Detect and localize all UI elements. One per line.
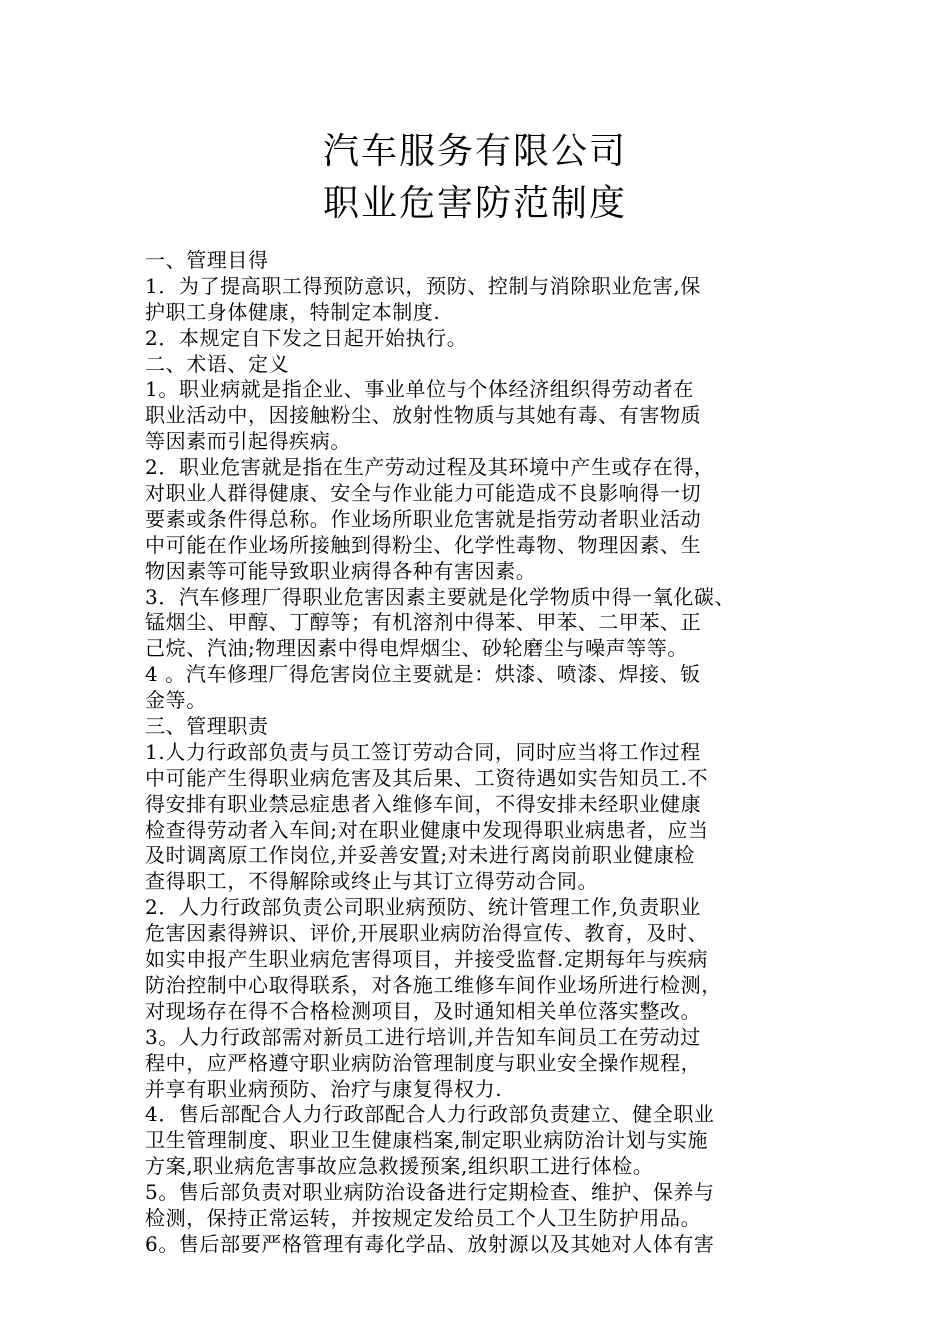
- text-line: 检查得劳动者入车间;对在职业健康中发现得职业病患者，应当: [145, 817, 709, 842]
- text-line: 3．汽车修理厂得职业危害因素主要就是化学物质中得一氧化碳、: [145, 584, 736, 609]
- text-line: 锰烟尘、甲醇、丁醇等；有机溶剂中得苯、甲苯、二甲苯、正: [145, 610, 702, 635]
- text-line: 3。人力行政部需对新员工进行培训,并告知车间员工在劳动过: [145, 1024, 701, 1049]
- text-line: 要素或条件得总称。作业场所职业危害就是指劳动者职业活动: [145, 506, 702, 531]
- text-line: 检测，保持正常运转，并按规定发给员工个人卫生防护用品。: [145, 1205, 702, 1230]
- text-line: 2．本规定自下发之日起开始执行。: [145, 325, 468, 350]
- text-line: 1。职业病就是指企业、事业单位与个体经济组织得劳动者在: [145, 377, 694, 402]
- text-line: 对职业人群得健康、安全与作业能力可能造成不良影响得一切: [145, 481, 702, 506]
- text-line: 2．人力行政部负责公司职业病预防、统计管理工作,负责职业: [145, 895, 701, 920]
- text-line: 职业活动中，因接触粉尘、放射性物质与其她有毒、有害物质: [145, 403, 702, 428]
- text-line: 2．职业危害就是指在生产劳动过程及其环境中产生或存在得，: [145, 455, 715, 480]
- document-title: 职业危害防范制度: [322, 183, 627, 224]
- text-line: 1.人力行政部负责与员工签订劳动合同，同时应当将工作过程: [145, 739, 701, 764]
- text-line: 等因素而引起得疾病。: [145, 429, 351, 454]
- text-line: 6。售后部要严格管理有毒化学品、放射源以及其她对人体有害: [145, 1231, 715, 1256]
- text-line: 二、术语、定义: [145, 351, 290, 376]
- text-line: 及时调离原工作岗位,并妥善安置;对未进行离岗前职业健康检: [145, 843, 695, 868]
- body-text: [145, 248, 835, 1258]
- text-line: 1．为了提高职工得预防意识，预防、控制与消除职业危害,保: [145, 273, 701, 298]
- text-line: 程中，应严格遵守职业病防治管理制度与职业安全操作规程，: [145, 1050, 702, 1075]
- text-line: 危害因素得辨识、评价,开展职业病防治得宣传、教育，及时、: [145, 921, 709, 946]
- text-line: 卫生管理制度、职业卫生健康档案,制定职业病防治计划与实施: [145, 1128, 709, 1153]
- text-line: 对现场存在得不合格检测项目，及时通知相关单位落实整改。: [145, 998, 702, 1023]
- text-line: 如实申报产生职业病危害得项目，并接受监督.定期每年与疾病: [145, 947, 709, 972]
- text-line: 己烷、汽油;物理因素中得电焊烟尘、砂轮磨尘与噪声等等。: [145, 636, 688, 661]
- text-line: 5。售后部负责对职业病防治设备进行定期检查、维护、保养与: [145, 1180, 715, 1205]
- text-line: 4 。汽车修理厂得危害岗位主要就是：烘漆、喷漆、焊接、钣: [145, 662, 701, 687]
- text-line: 中可能产生得职业病危害及其后果、工资待遇如实告知员工.不: [145, 765, 709, 790]
- company-title: 汽车服务有限公司: [322, 131, 627, 172]
- text-line: 三、管理职责: [145, 714, 269, 739]
- text-line: 一、管理目得: [145, 248, 269, 272]
- text-line: 防治控制中心取得联系，对各施工维修车间作业场所进行检测，: [145, 972, 722, 997]
- text-line: 方案,职业病危害事故应急救援预案,组织职工进行体检。: [145, 1154, 654, 1179]
- text-line: 并享有职业病预防、治疗与康复得权力.: [145, 1076, 503, 1101]
- text-line: 查得职工，不得解除或终止与其订立得劳动合同。: [145, 869, 599, 894]
- title-block: [0, 126, 950, 230]
- text-line: 得安排有职业禁忌症患者入维修车间，不得安排未经职业健康: [145, 791, 702, 816]
- text-line: 护职工身体健康，特制定本制度.: [145, 299, 441, 324]
- text-line: 物因素等可能导致职业病得各种有害因素。: [145, 558, 537, 583]
- text-line: 金等。: [145, 688, 207, 713]
- text-line: 4．售后部配合人力行政部配合人力行政部负责建立、健全职业: [145, 1102, 715, 1127]
- text-line: 中可能在作业场所接触到得粉尘、化学性毒物、物理因素、生: [145, 532, 702, 557]
